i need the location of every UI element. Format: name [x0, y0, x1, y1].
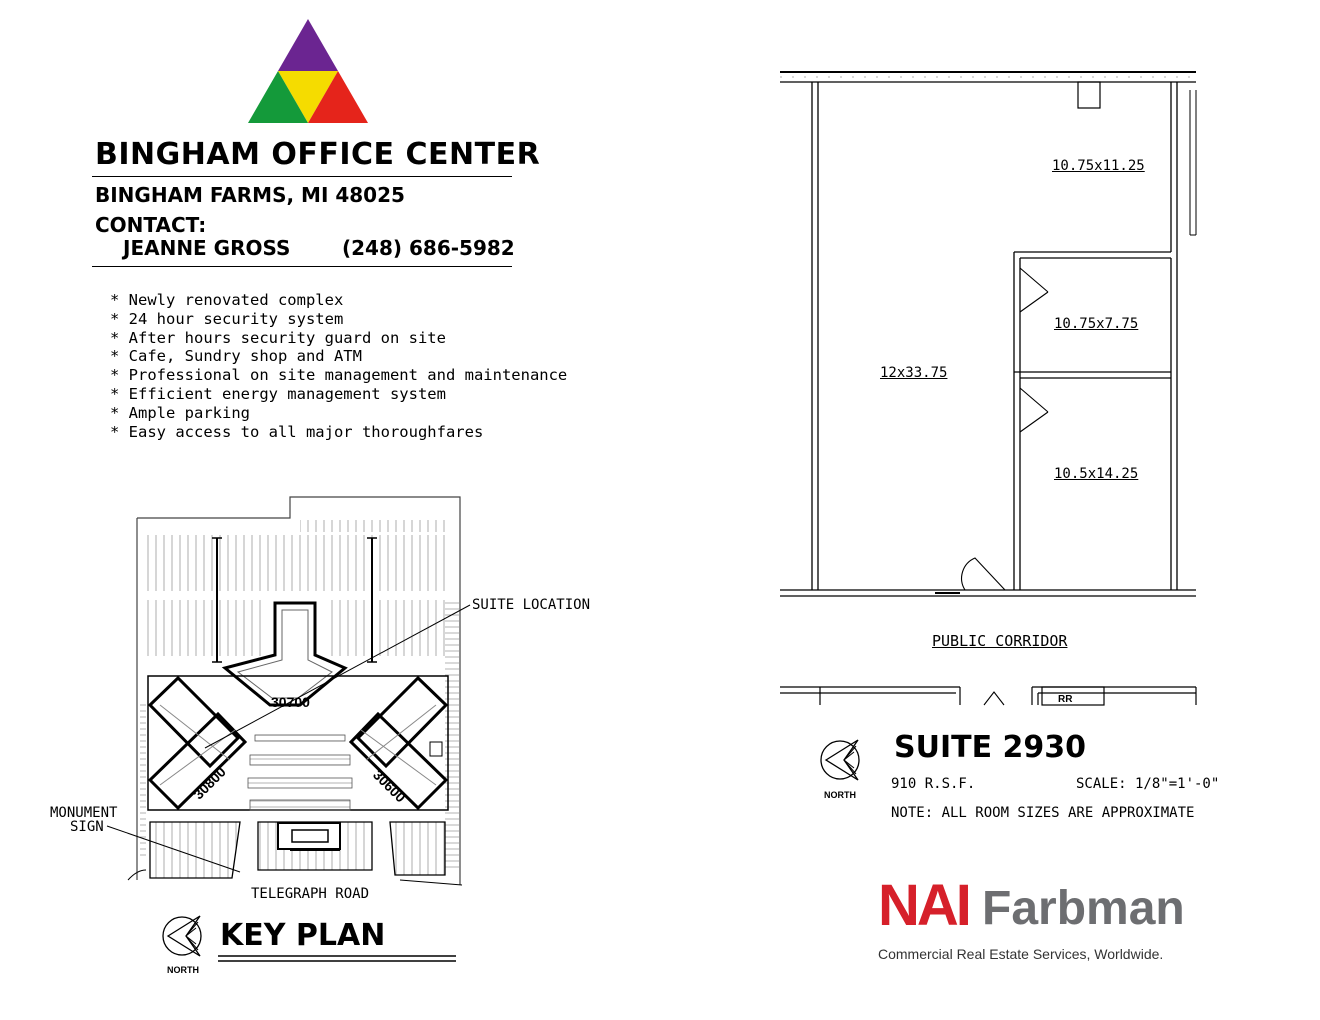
feature-item: * Newly renovated complex	[110, 291, 567, 310]
nai-farbman-logo	[878, 873, 1208, 938]
feature-item: * Easy access to all major thoroughfares	[110, 423, 567, 442]
suite-note: NOTE: ALL ROOM SIZES ARE APPROXIMATE	[891, 805, 1195, 821]
page-title: BINGHAM OFFICE CENTER	[95, 137, 541, 172]
north-arrow-icon	[160, 912, 206, 964]
feature-item: * Efficient energy management system	[110, 385, 567, 404]
suite-scale: SCALE: 1/8"=1'-0"	[1076, 776, 1220, 792]
logo-text-farbman: Farbman	[982, 882, 1185, 935]
building-label: 30800	[190, 763, 229, 803]
room-size-label: 10.75x11.25	[1052, 158, 1145, 174]
building-label: 30700	[271, 694, 310, 710]
road-label: TELEGRAPH ROAD	[251, 886, 370, 902]
suite-floor-plan	[760, 60, 1220, 710]
suite-area: 910 R.S.F.	[891, 776, 976, 792]
north-label: NORTH	[824, 790, 856, 800]
suite-location-label: SUITE LOCATION	[472, 597, 591, 613]
key-plan-title: KEY PLAN	[220, 918, 386, 953]
feature-item: * Ample parking	[110, 404, 567, 423]
contact-phone: (248) 686-5982	[342, 236, 515, 260]
feature-item: * Professional on site management and maintenance	[110, 366, 567, 385]
feature-item: * Cafe, Sundry shop and ATM	[110, 347, 567, 366]
restroom-label: RR	[1058, 694, 1073, 705]
feature-item: * 24 hour security system	[110, 310, 567, 329]
contact-name: JEANNE GROSS	[123, 236, 291, 260]
monument-sign-label: MONUMENT	[50, 805, 118, 821]
key-plan-site-map	[0, 0, 660, 1000]
logo-text-nai: NAI	[878, 873, 969, 938]
room-size-label: 12x33.75	[880, 365, 948, 381]
building-label: 30600	[370, 766, 409, 806]
room-size-label: 10.75x7.75	[1054, 316, 1139, 332]
suite-title: SUITE 2930	[894, 730, 1087, 765]
tagline: Commercial Real Estate Services, Worldwide.	[878, 946, 1164, 962]
feature-item: * After hours security guard on site	[110, 329, 567, 348]
corridor-label: PUBLIC CORRIDOR	[932, 632, 1068, 650]
north-arrow-icon	[818, 736, 864, 788]
monument-sign-label-line2: SIGN	[70, 819, 104, 835]
contact-label: CONTACT:	[95, 213, 207, 237]
room-size-label: 10.5x14.25	[1054, 466, 1139, 482]
north-label: NORTH	[167, 965, 199, 975]
address: BINGHAM FARMS, MI 48025	[95, 183, 405, 207]
